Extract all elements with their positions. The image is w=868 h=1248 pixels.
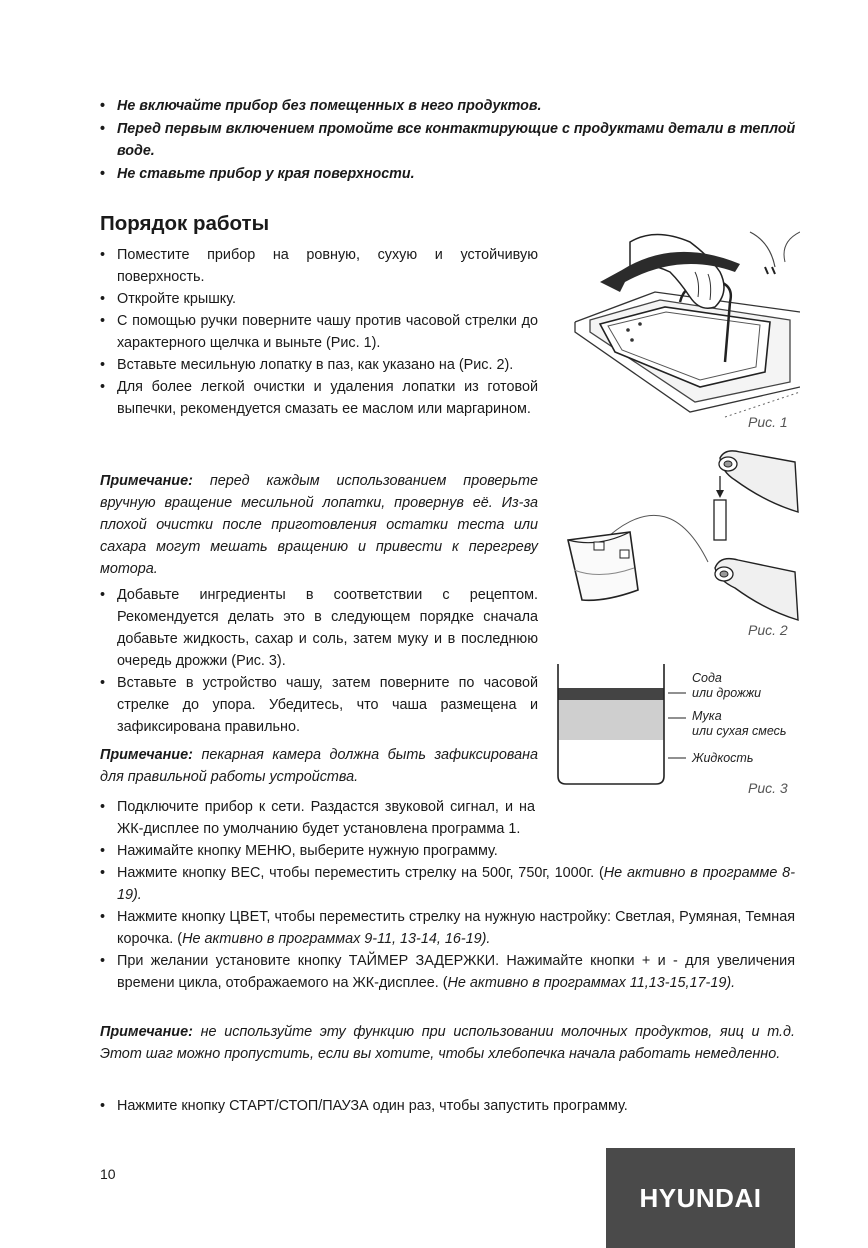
note-label: Примечание: bbox=[100, 1024, 193, 1040]
item-note: Не активно в программах 11,13-15,17-19). bbox=[447, 975, 736, 991]
page-number: 10 bbox=[100, 1166, 116, 1182]
note-label: Примечание: bbox=[100, 747, 193, 763]
list-item: • Для более легкой очистки и удаления лопатки из готовой выпечки, рекомендуется смазать ее маслом или маргарином. bbox=[100, 376, 538, 420]
section-title: Порядок работы bbox=[100, 212, 270, 235]
figure-3-caption: Рис. 3 bbox=[748, 780, 788, 796]
brand-logo: HYUNDAI bbox=[606, 1148, 795, 1248]
note-2 bbox=[100, 744, 538, 788]
list-item: • С помощью ручки поверните чашу против часовой стрелки до характерного щелчка и выньте (Рис. 1). bbox=[100, 310, 538, 354]
list-item bbox=[100, 840, 795, 862]
list-item bbox=[100, 950, 795, 994]
note-1 bbox=[100, 470, 538, 580]
note-text: перед каждым использованием проверьте вручную вращение месильной лопатки, провернув её. Из-за плохой очистки после приготовления остатки теста или сахара могут мешать вращению и привести к перегреву мотора. bbox=[100, 473, 538, 577]
steps-list-b bbox=[100, 584, 538, 738]
item-text: Нажмите кнопку ЦВЕТ, чтобы переместить стрелку на нужную настройку: Светлая, Румяная, Темная корочка. ( bbox=[117, 909, 795, 947]
list-item bbox=[100, 862, 795, 906]
item-text: Нажмите кнопку ВЕС, чтобы переместить стрелку на 500г, 750г, 1000г. ( bbox=[117, 865, 604, 881]
label-liquid: Жидкость bbox=[692, 751, 754, 765]
steps-list-a bbox=[100, 244, 538, 420]
top-warnings bbox=[100, 95, 800, 185]
label-flour: Мука или сухая смесь bbox=[692, 709, 787, 738]
steps-list-d bbox=[100, 1095, 795, 1117]
warning-item: • Не включайте прибор без помещенных в него продуктов. bbox=[100, 95, 800, 118]
item-note: Не активно в программах 9-11, 13-14, 16-19). bbox=[182, 931, 491, 947]
figure-3-illustration bbox=[556, 664, 690, 790]
steps-list-c bbox=[100, 796, 795, 994]
layer-flour bbox=[558, 700, 664, 740]
list-item: • Вставьте в устройство чашу, затем поверните по часовой стрелке до упора. Убедитесь, что чаша размещена и зафиксирована правильно. bbox=[100, 672, 538, 738]
note-3 bbox=[100, 1021, 795, 1065]
figure-1-illustration bbox=[560, 212, 800, 427]
item-text: Нажимайте кнопку МЕНЮ, выберите нужную программу. bbox=[117, 843, 498, 859]
layer-yeast bbox=[558, 688, 664, 700]
warning-item: • Перед первым включением промойте все контактирующие с продуктами детали в теплой воде. bbox=[100, 118, 800, 163]
list-item: • Вставьте месильную лопатку в паз, как указано на (Рис. 2). bbox=[100, 354, 538, 376]
list-item: • Поместите прибор на ровную, сухую и устойчивую поверхность. bbox=[100, 244, 538, 288]
list-item: • Откройте крышку. bbox=[100, 288, 538, 310]
list-item bbox=[100, 906, 795, 950]
label-yeast: Сода или дрожжи bbox=[692, 671, 762, 700]
figure-2-caption: Рис. 2 bbox=[748, 622, 788, 638]
item-text: Подключите прибор к сети. Раздастся звуковой сигнал, и на ЖК-дисплее по умолчанию будет установлена программа 1. bbox=[117, 799, 535, 837]
note-text: пекарная камера должна быть зафиксирована для правильной работы устройства. bbox=[100, 747, 538, 785]
figure-2-illustration bbox=[560, 440, 800, 625]
list-item bbox=[100, 796, 795, 840]
warning-item: • Не ставьте прибор у края поверхности. bbox=[100, 163, 800, 186]
item-note: Не активно в программе 8-19). bbox=[117, 865, 795, 903]
note-text: не используйте эту функцию при использовании молочных продуктов, яиц и т.д. Этот шаг можно пропустить, если вы хотите, чтобы хлебопечка начала работать немедленно. bbox=[100, 1024, 795, 1062]
list-item: • Нажмите кнопку СТАРТ/СТОП/ПАУЗА один раз, чтобы запустить программу. bbox=[100, 1095, 795, 1117]
figure-1-caption: Рис. 1 bbox=[748, 414, 788, 430]
list-item: • Добавьте ингредиенты в соответствии с рецептом. Рекомендуется делать это в следующем порядке сначала добавьте жидкость, сахар и соль, затем муку и в последнюю очередь дрожжи (Рис. 3). bbox=[100, 584, 538, 672]
note-label: Примечание: bbox=[100, 473, 193, 489]
item-text: При желании установите кнопку ТАЙМЕР ЗАДЕРЖКИ. Нажимайте кнопки + и - для увеличения времени цикла, отображаемого на ЖК-дисплее. ( bbox=[117, 953, 795, 991]
